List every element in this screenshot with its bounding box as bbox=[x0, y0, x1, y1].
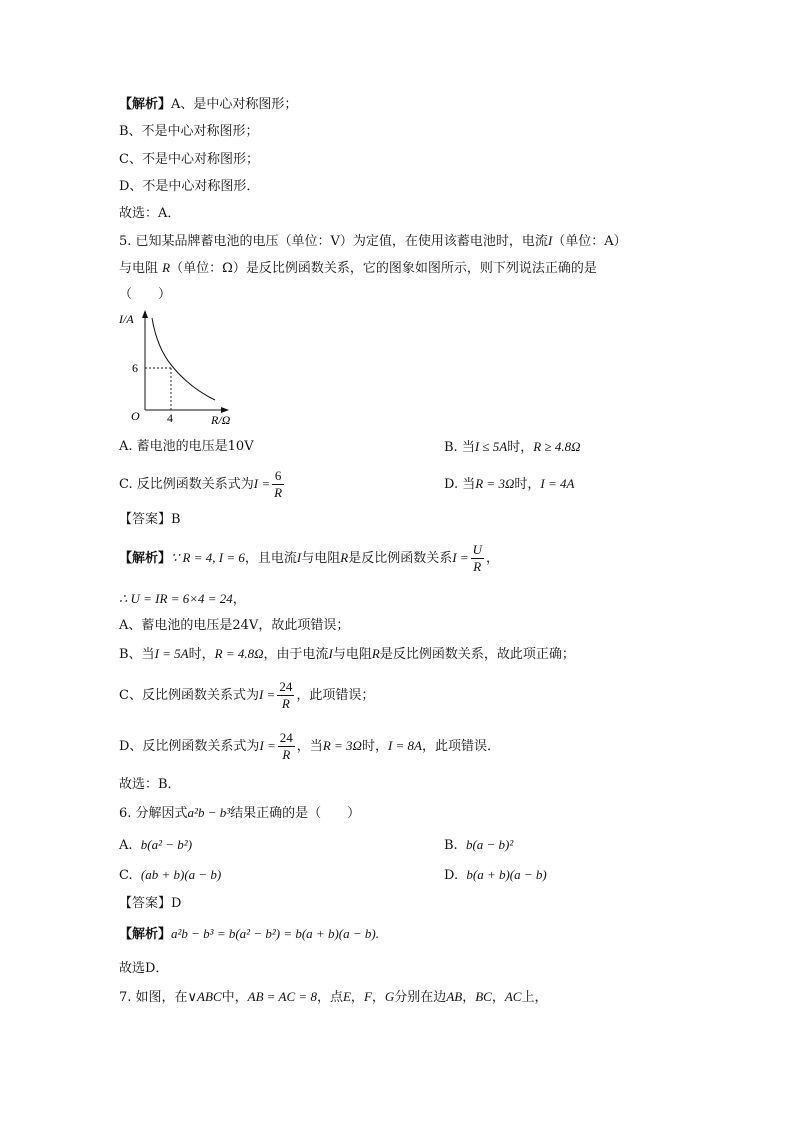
q5-conclusion: 故选：B． bbox=[119, 777, 181, 792]
q4-analysis-line bbox=[119, 96, 297, 114]
fraction: $\frac{24}{R}$ bbox=[279, 679, 293, 711]
q4-analysis-text: A、是中心对称图形； bbox=[171, 97, 298, 112]
q5-option-b: B. 当I ≤ 5A时，R ≥ 4.8Ω bbox=[444, 439, 581, 455]
q6-conclusion: 故选D． bbox=[119, 961, 169, 976]
q6-option-a: A. b(a² − b²) bbox=[119, 837, 193, 853]
q6-option-b: B. b(a − b)² bbox=[444, 837, 514, 853]
q5-stem-line2: 与电阻 R（单位：Ω）是反比例函数关系，它的图象如图所示，则下列说法正确的是 bbox=[119, 260, 597, 276]
y-tick-label: 6 bbox=[132, 361, 138, 375]
q4-line-b: B、不是中心对称图形； bbox=[119, 124, 259, 139]
x-axis-label: R/Ω bbox=[211, 413, 231, 427]
q5-analysis-line4: B、当I = 5A时，R = 4.8Ω，由于电流I与电阻R是反比例函数关系，故此项正确； bbox=[119, 646, 575, 662]
q5-analysis-line1: 【解析】∵ R = 4, I = 6，且电流I与电阻R是反比例函数关系I = $\frac{U}{R}$ ， bbox=[119, 542, 499, 574]
y-axis bbox=[142, 310, 148, 410]
q5-option-c: C. 反比例函数关系式为I = $\frac{6}{R}$ bbox=[119, 468, 283, 500]
q4-line-d: D、不是中心对称图形． bbox=[119, 179, 260, 194]
q5-option-d: D. 当R = 3Ω时，I = 4A bbox=[444, 476, 575, 492]
fraction: $\frac{U}{R}$ bbox=[472, 542, 482, 574]
q5-analysis-line2: ∴ U = IR = 6×4 = 24， bbox=[119, 591, 246, 607]
q6-stem: 6. 分解因式a²b − b³结果正确的是（ ） bbox=[119, 805, 361, 821]
q5-analysis-line3: A、蓄电池的电压是24V，故此项错误； bbox=[119, 618, 350, 633]
q6-option-c: C. (ab + b)(a − b) bbox=[119, 867, 222, 883]
x-tick-label: 4 bbox=[167, 411, 173, 425]
origin-label: O bbox=[131, 409, 140, 423]
q6-answer: 【答案】D bbox=[119, 896, 182, 911]
fraction: $\frac{24}{R}$ bbox=[279, 730, 293, 762]
inverse-curve bbox=[152, 318, 215, 400]
q6-option-d: D. b(a + b)(a − b) bbox=[444, 867, 547, 883]
q5-option-a: A. 蓄电池的电压是10V bbox=[119, 439, 254, 454]
q5-graph bbox=[115, 308, 255, 430]
q5-analysis-line6: D、反比例函数关系式为I = $\frac{24}{R}$ ，当R = 3Ω时，I = 8A，此项错误． bbox=[119, 730, 501, 762]
fraction: $\frac{6}{R}$ bbox=[274, 468, 283, 500]
analysis-label: 【解析】 bbox=[119, 97, 172, 112]
y-axis-label: I/A bbox=[119, 312, 134, 326]
q4-conclusion: 故选：A． bbox=[119, 206, 181, 221]
q5-analysis-line5: C、反比例函数关系式为I = $\frac{24}{R}$ ，此项错误； bbox=[119, 679, 375, 711]
q5-answer: 【答案】B bbox=[119, 512, 181, 527]
q5-stem-line1: 5. 已知某品牌蓄电池的电压（单位：V）为定值，在使用该蓄电池时，电流I（单位：A） bbox=[119, 233, 627, 249]
q7-stem: 7. 如图，在∨ABC中，AB = AC = 8，点E，F，G分别在边AB，BC，AC上， bbox=[119, 989, 548, 1005]
q4-line-c: C、不是中心对称图形； bbox=[119, 152, 259, 167]
q6-analysis: 【解析】a²b − b³ = b(a² − b²) = b(a + b)(a − b). bbox=[119, 926, 379, 942]
q5-blank: （ ） bbox=[119, 287, 172, 302]
